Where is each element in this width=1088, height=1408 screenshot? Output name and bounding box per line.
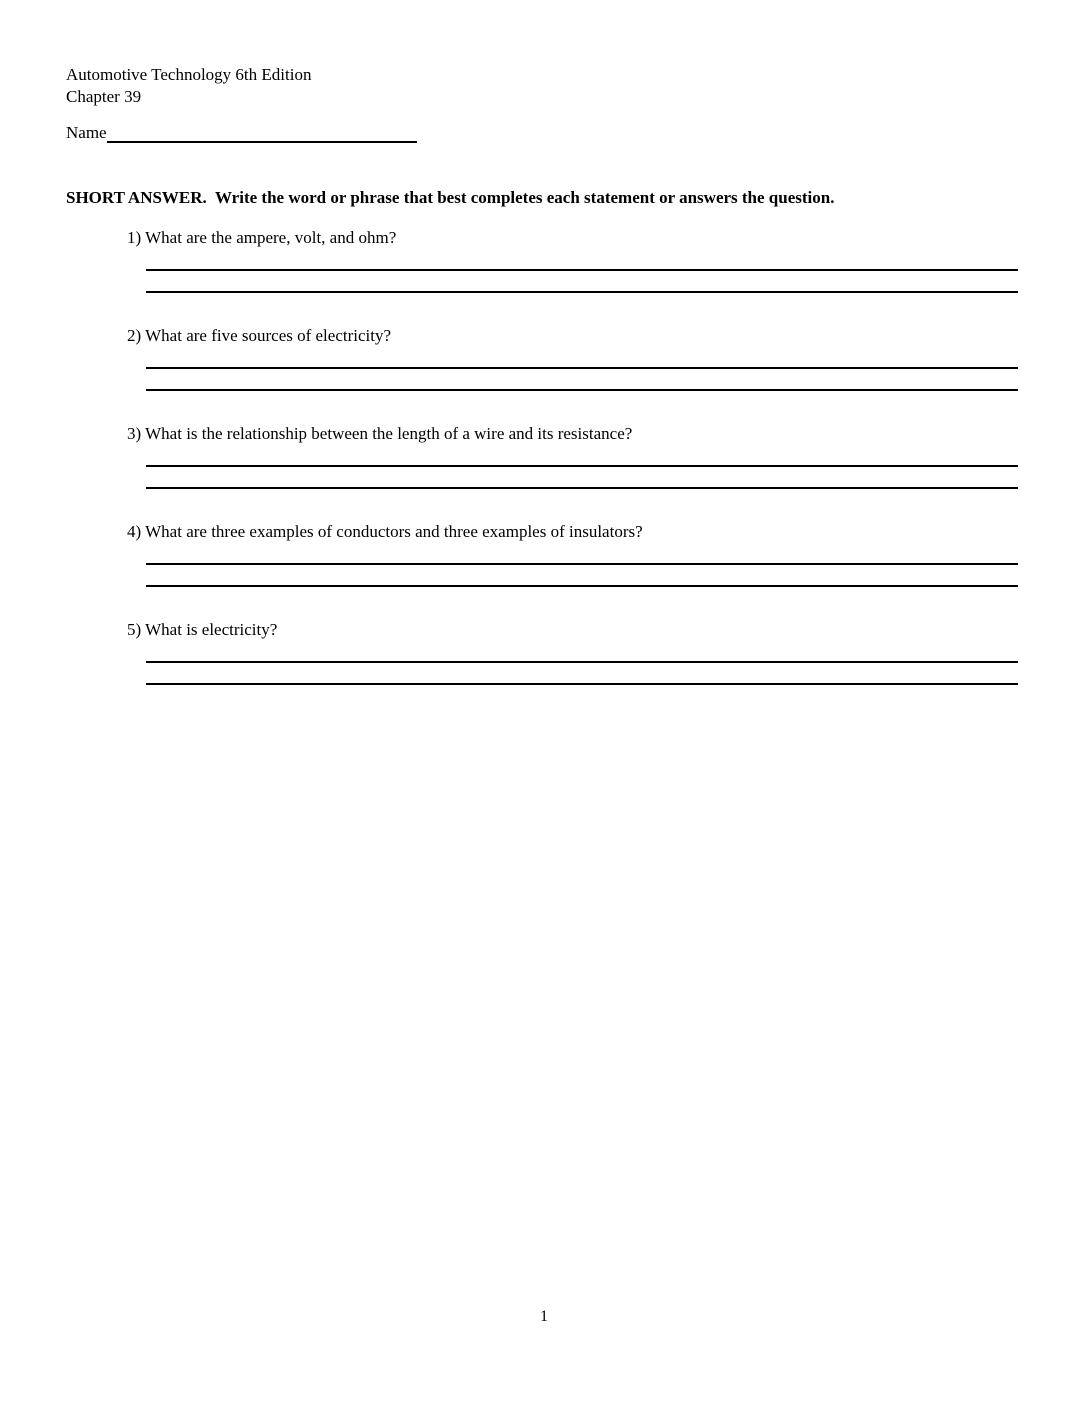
answer-line[interactable] <box>146 487 1018 489</box>
section-heading: SHORT ANSWER. Write the word or phrase that best completes each statement or answers the question. <box>66 188 835 207</box>
answer-line[interactable] <box>146 683 1018 685</box>
question-text <box>127 325 1088 346</box>
page-number: 1 <box>540 1308 548 1325</box>
answer-line[interactable] <box>146 585 1018 587</box>
question-text <box>127 521 1088 542</box>
question-block-2 <box>0 325 1088 423</box>
question-block-4 <box>0 521 1088 619</box>
question-number: 3) <box>127 424 142 443</box>
question-number: 4) <box>127 522 142 541</box>
question-block-1 <box>0 227 1088 325</box>
question-body: What are the ampere, volt, and ohm? <box>145 228 397 247</box>
questions-list <box>0 227 1088 717</box>
question-number: 5) <box>127 620 142 639</box>
chapter-label: Chapter 39 <box>66 87 142 106</box>
answer-line[interactable] <box>146 661 1018 663</box>
question-text <box>127 423 1088 444</box>
question-number: 1) <box>127 228 142 247</box>
answer-line[interactable] <box>146 389 1018 391</box>
document-title: Automotive Technology 6th Edition <box>66 65 312 84</box>
question-block-3 <box>0 423 1088 521</box>
name-blank-line[interactable] <box>107 123 417 143</box>
question-block-5 <box>0 619 1088 717</box>
question-body: What are five sources of electricity? <box>145 326 392 345</box>
question-number: 2) <box>127 326 142 345</box>
name-label: Name <box>66 123 107 142</box>
question-body: What is the relationship between the length of a wire and its resistance? <box>145 424 633 443</box>
document-header <box>66 64 311 108</box>
answer-line[interactable] <box>146 465 1018 467</box>
question-body: What are three examples of conductors and three examples of insulators? <box>145 522 643 541</box>
question-text <box>127 227 1088 248</box>
question-body: What is electricity? <box>145 620 278 639</box>
answer-line[interactable] <box>146 367 1018 369</box>
answer-line[interactable] <box>146 563 1018 565</box>
answer-line[interactable] <box>146 269 1018 271</box>
question-text <box>127 619 1088 640</box>
name-row <box>66 121 417 143</box>
answer-line[interactable] <box>146 291 1018 293</box>
